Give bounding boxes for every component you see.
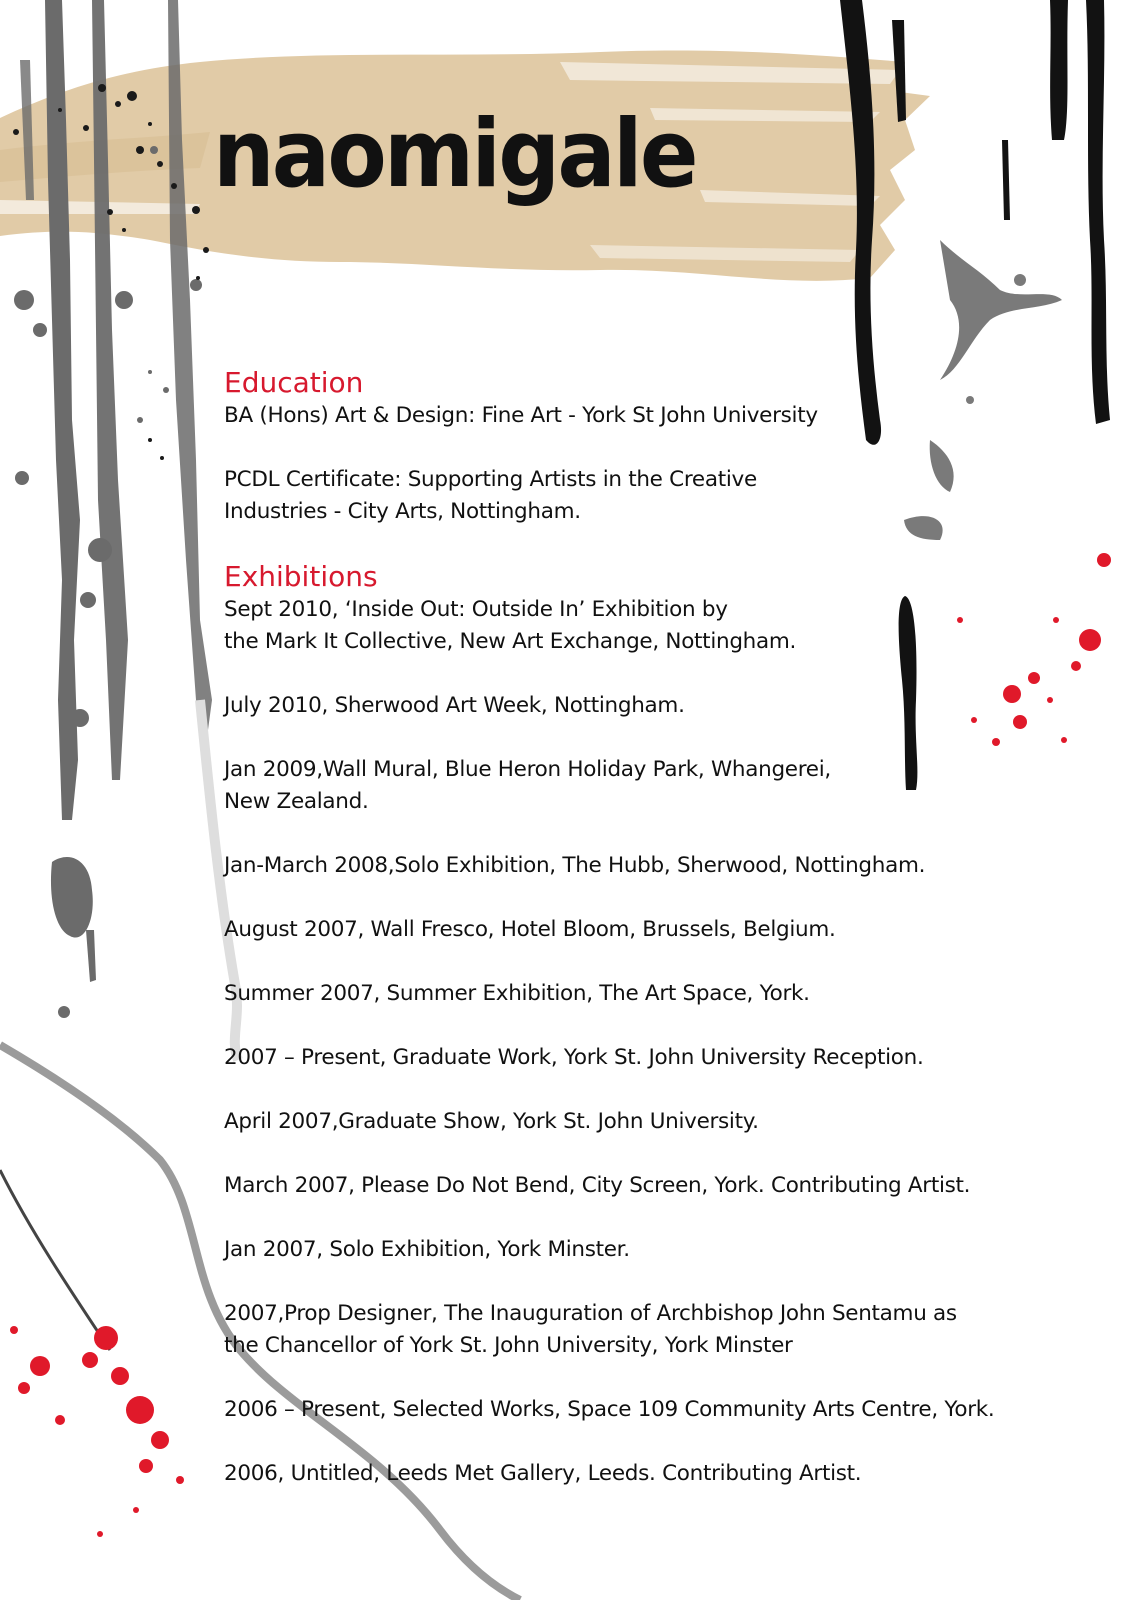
exhibitions-section — [224, 560, 1104, 1490]
exhibition-entry: Summer 2007, Summer Exhibition, The Art Space, York. — [224, 981, 810, 1006]
exhibition-entry: Jan-March 2008,Solo Exhibition, The Hubb, Sherwood, Nottingham. — [224, 853, 926, 878]
exhibition-entry: Jan 2009,Wall Mural, Blue Heron Holiday Park, Whangerei, New Zealand. — [224, 757, 831, 814]
exhibitions-heading: Exhibitions — [224, 560, 378, 593]
education-section — [224, 366, 1104, 528]
page-title: naomigale — [213, 100, 696, 209]
exhibition-entry: March 2007, Please Do Not Bend, City Screen, York. Contributing Artist. — [224, 1173, 971, 1198]
education-entry: PCDL Certificate: Supporting Artists in the Creative Industries - City Arts, Nottingham. — [224, 467, 757, 524]
exhibition-entry: 2006, Untitled, Leeds Met Gallery, Leeds. Contributing Artist. — [224, 1461, 862, 1486]
exhibition-entry: 2006 – Present, Selected Works, Space 109 Community Arts Centre, York. — [224, 1397, 995, 1422]
education-heading: Education — [224, 366, 364, 399]
exhibition-entry: Sept 2010, ‘Inside Out: Outside In’ Exhibition by the Mark It Collective, New Art Exchange, Nottingham. — [224, 597, 797, 654]
exhibition-entry: 2007 – Present, Graduate Work, York St. John University Reception. — [224, 1045, 924, 1070]
exhibition-entry: Jan 2007, Solo Exhibition, York Minster. — [224, 1237, 630, 1262]
exhibition-entry: April 2007,Graduate Show, York St. John University. — [224, 1109, 759, 1134]
exhibition-entry: July 2010, Sherwood Art Week, Nottingham. — [224, 693, 685, 718]
education-entry: BA (Hons) Art & Design: Fine Art - York St John University — [224, 403, 818, 428]
exhibition-entry: August 2007, Wall Fresco, Hotel Bloom, Brussels, Belgium. — [224, 917, 836, 942]
exhibition-entry: 2007,Prop Designer, The Inauguration of Archbishop John Sentamu as the Chancellor of York St. John University, York Minster — [224, 1301, 957, 1358]
cv-content — [224, 366, 1104, 1522]
